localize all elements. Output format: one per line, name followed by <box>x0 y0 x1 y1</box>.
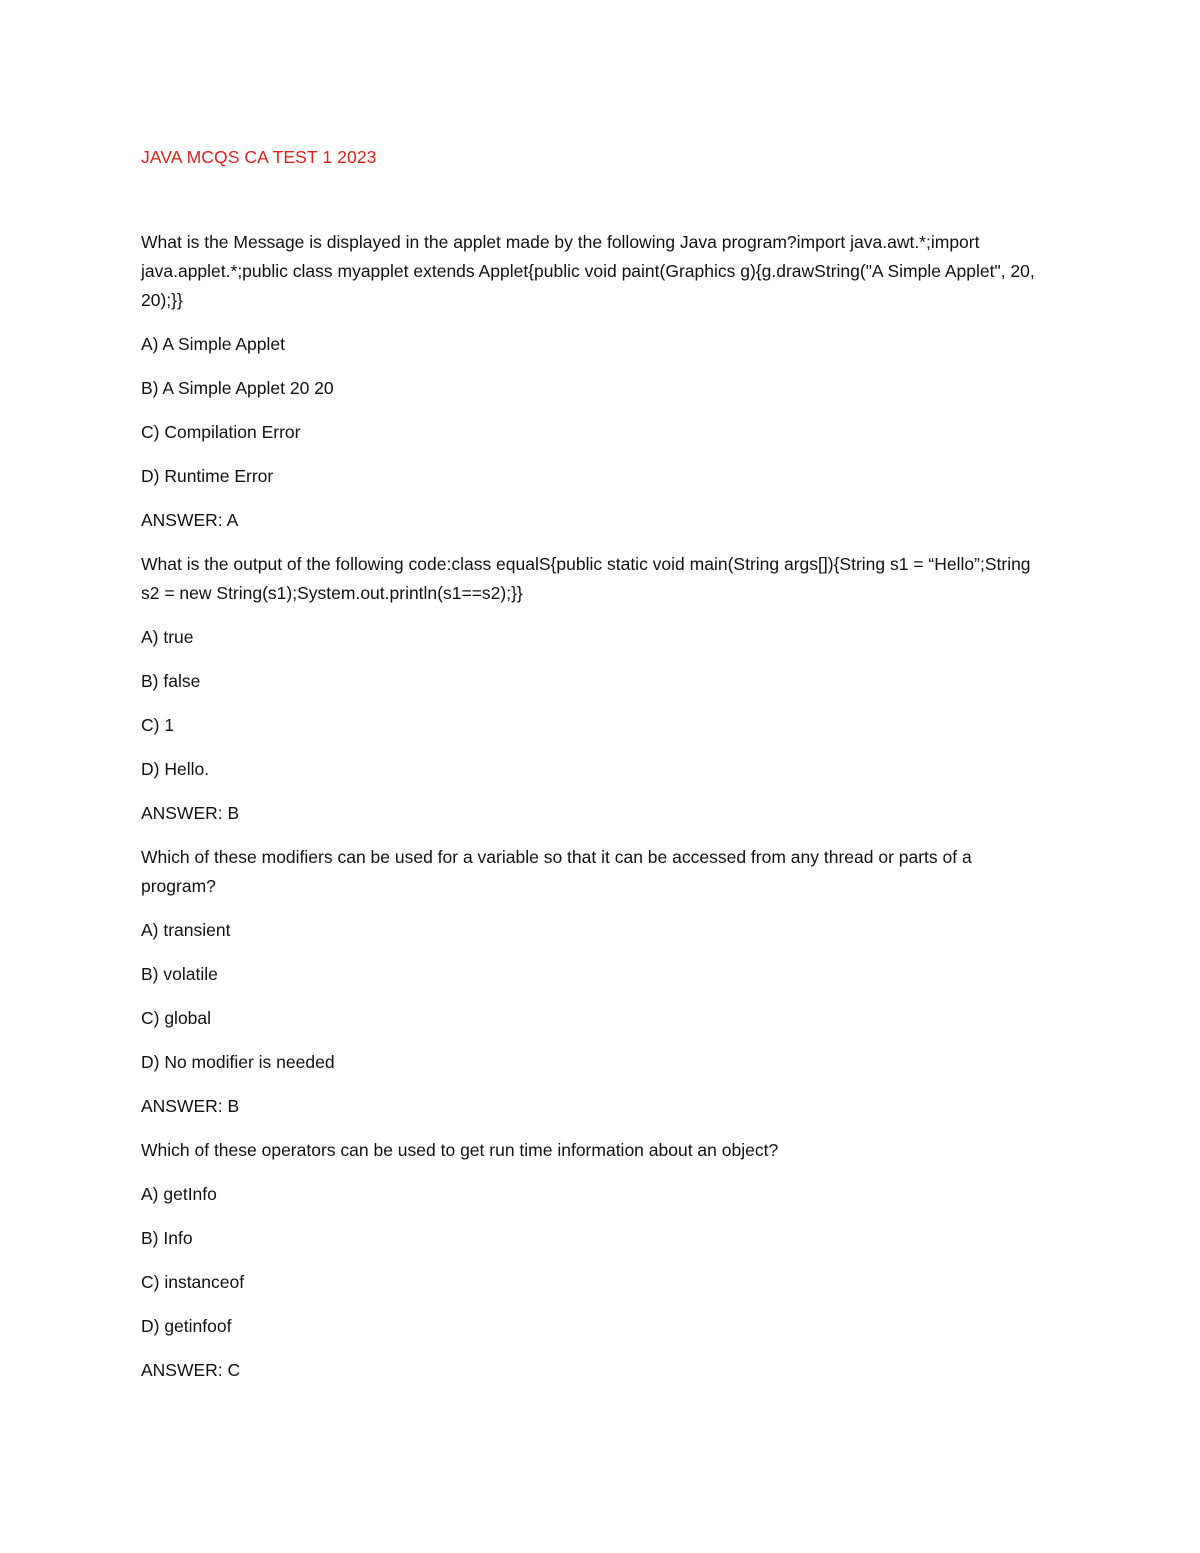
question-block <box>141 843 1051 1120</box>
question-text: Which of these modifiers can be used for a variable so that it can be accessed from any thread or parts of a program? <box>141 847 972 896</box>
option-a: A) getInfo <box>141 1184 217 1204</box>
answer-line: ANSWER: A <box>141 510 239 530</box>
option-a: A) A Simple Applet <box>141 334 285 354</box>
option-c: C) instanceof <box>141 1272 245 1292</box>
option-a: A) true <box>141 627 194 647</box>
question-text: Which of these operators can be used to get run time information about an object? <box>141 1140 779 1160</box>
answer-line: ANSWER: B <box>141 1096 240 1116</box>
option-b: B) false <box>141 671 201 691</box>
option-b: B) A Simple Applet 20 20 <box>141 378 334 398</box>
question-block <box>141 1136 1051 1384</box>
option-d: D) getinfoof <box>141 1316 232 1336</box>
question-text: What is the Message is displayed in the applet made by the following Java program?import java.awt.*;import java.applet.*;public class myapplet extends Applet{public void paint(Graphics g){g.drawString("A Simple Applet", 20, 20);}} <box>141 232 1035 310</box>
question-block <box>141 228 1051 534</box>
option-d: D) Hello. <box>141 759 210 779</box>
option-b: B) Info <box>141 1228 193 1248</box>
document-content <box>141 143 1051 1400</box>
option-c: C) Compilation Error <box>141 422 301 442</box>
answer-line: ANSWER: B <box>141 803 240 823</box>
option-b: B) volatile <box>141 964 218 984</box>
option-a: A) transient <box>141 920 231 940</box>
answer-line: ANSWER: C <box>141 1360 241 1380</box>
question-block <box>141 550 1051 827</box>
question-text: What is the output of the following code:class equalS{public static void main(String args[]){String s1 = “Hello”;String s2 = new String(s1);System.out.println(s1==s2);}} <box>141 554 1031 603</box>
document-title: JAVA MCQS CA TEST 1 2023 <box>141 147 377 167</box>
option-c: C) global <box>141 1008 212 1028</box>
option-d: D) Runtime Error <box>141 466 274 486</box>
option-c: C) 1 <box>141 715 175 735</box>
option-d: D) No modifier is needed <box>141 1052 335 1072</box>
